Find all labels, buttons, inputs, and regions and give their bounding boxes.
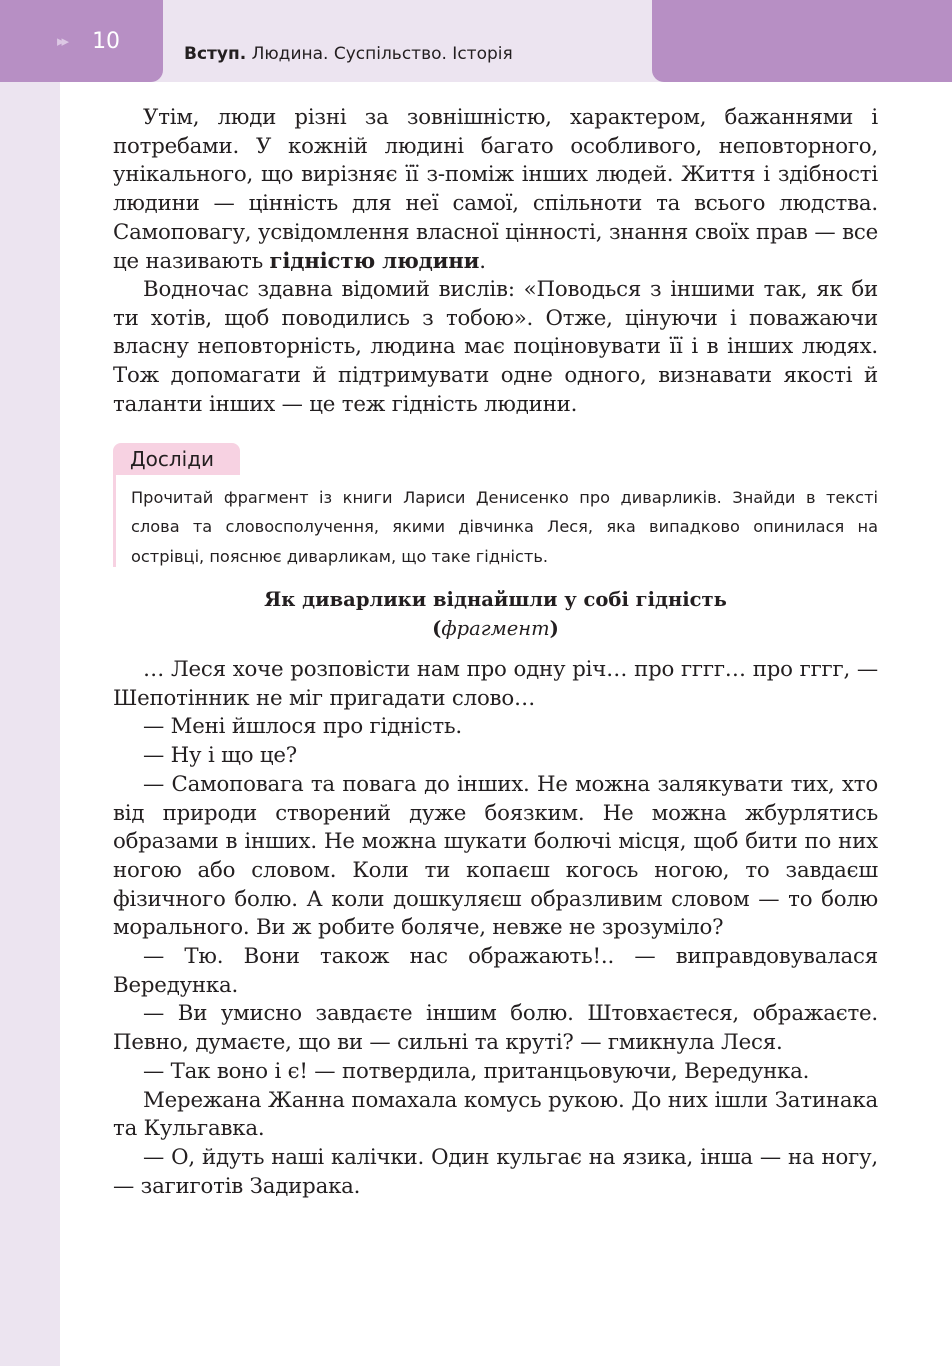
story-paragraph: — Мені йшлося про гідність. — [143, 714, 462, 740]
intro-paragraph-2: Водночас здавна відомий вислів: «Поводься з іншими так, як би ти хотів, щоб поводились з тобою». Отже, цінуючи і поважаючи власну неповторність, людина має поціновувати її і в інших людях. Тож допомагати й підтримувати одне одного, визнавати якості й таланти інших — це теж гідність людини. — [113, 277, 878, 417]
header-right-tab — [652, 0, 952, 82]
research-label: Досліди — [113, 443, 240, 475]
story-paragraph: — Так воно і є! — потвердила, пританцьовуючи, Вередунка. — [143, 1058, 810, 1084]
intro-paragraph-1 — [113, 104, 878, 276]
subtitle-fragment: фрагмент — [441, 617, 550, 640]
intro-paragraph-1-text: Утім, люди різні за зовнішністю, характером, бажаннями і потребами. У кожній людині багато особливого, неповторного, унікального, що вирізняє її з-поміж інших людей. Життя і здібності людини — цінність для неї самої, спільноти та всього людства. Самоповагу, усвідомлення власної цінності, знання своїх прав — все це називають — [113, 105, 878, 274]
story-paragraph: — Самоповага та повага до інших. Не можна залякувати тих, хто від природи створений дуже боязким. Не можна жбурлятись образами в інших. Не можна шукати болючі місця, щоб бити по них ногою або словом. Коли ти копаєш когось ногою, то завдаєш фізичного болю. А коли дошкуляєш образливим словом — то болю морального. Ви ж робите боляче, невже не зрозуміло? — [113, 771, 878, 941]
story-text — [113, 656, 878, 1201]
page-number-tab — [0, 0, 163, 82]
chapter-title-bold: Вступ. — [184, 44, 247, 64]
story-paragraph: — Ну і що це? — [143, 743, 298, 769]
story-paragraph: Мережана Жанна помахала комусь рукою. До них ішли Затинака та Кульгавка. — [113, 1087, 878, 1142]
story-subtitle — [113, 615, 878, 643]
chapter-title — [184, 44, 513, 64]
story-paragraph: — Ви умисно завдаєте іншим болю. Штовхаєтеся, ображаєте. Певно, думаєте, що ви — сильні та круті? — гмикнула Леся. — [113, 1001, 878, 1056]
story-paragraph: … Леся хоче розповісти нам про одну річ… про гггг… про гггг, — Шепотінник не міг пригадати слово… — [113, 657, 878, 711]
intro-paragraph-1-end: . — [479, 248, 486, 274]
dignity-term: гідністю людини — [269, 248, 480, 274]
double-arrow-icon: ▸▸ — [57, 32, 67, 50]
story-paragraph: — Тю. Вони також нас ображають!.. — виправдовувалася Вередунка. — [113, 944, 878, 998]
story-title: Як диварлики віднайшли у собі гідність — [264, 588, 727, 611]
subtitle-close-paren: ) — [549, 617, 559, 640]
subtitle-open-paren: ( — [432, 617, 442, 640]
chapter-title-rest: Людина. Суспільство. Історія — [246, 44, 513, 64]
research-text: Прочитай фрагмент із книги Лариси Денисенко про диварликів. Знайди в тексті слова та словосполучення, якими дівчинка Леся, яка випадково опинилася на острівці, пояснює диварликам, що таке гідність. — [131, 488, 878, 566]
page-number: 10 — [92, 28, 121, 54]
left-margin-band — [0, 0, 60, 1366]
story-paragraph: — О, йдуть наші калічки. Один кульгає на язика, інша — на ногу, — загиготів Задирака. — [113, 1144, 878, 1199]
